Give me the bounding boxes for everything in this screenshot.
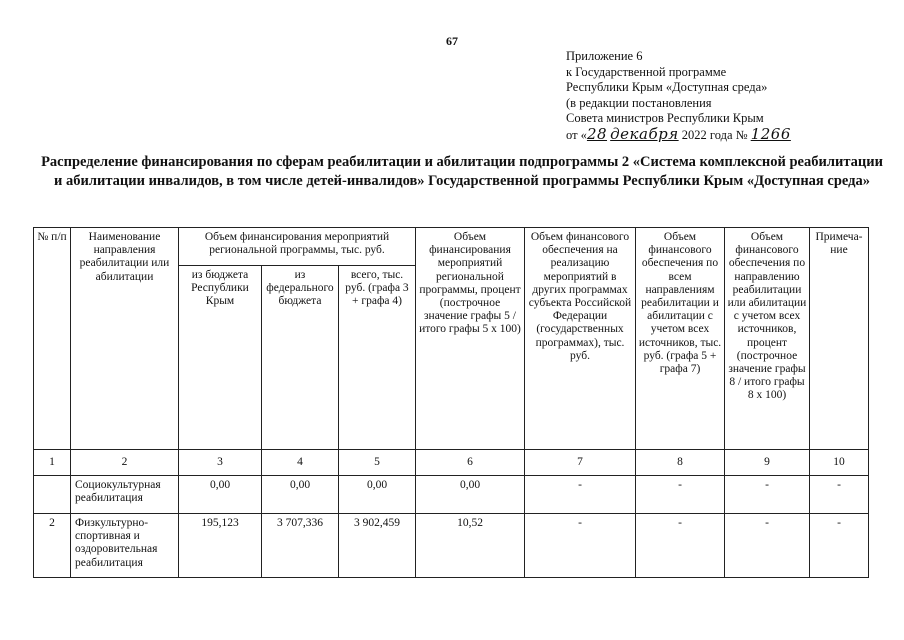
table-cell: - [725,476,810,514]
column-number: 5 [339,450,416,476]
rehabilitation-area: Физкультурно-спортивная и оздоровительная реабилитация [71,514,179,578]
table-cell: 0,00 [339,476,416,514]
table-cell: 3 902,459 [339,514,416,578]
table-cell: - [636,514,725,578]
table-cell: 0,00 [416,476,525,514]
header-cell: Объем финансового обеспечения по направлению реабилитации или абилитации с учетом всех источников, процент (построчное значение графы 8 / итого графы 8 x 100) [725,228,810,450]
handwritten-month: декабря [610,124,679,143]
appendix-line: Совета министров Республики Крым [566,111,764,126]
column-number: 8 [636,450,725,476]
document-title: Распределение финансирования по сферам реабилитации и абилитации подпрограммы 2 «Система комплексной реабилитации и абилитации инвалидов, в том числе детей-инвалидов» Государственной программы Республики Крым «Доступная среда» [41,154,883,189]
table-cell: 10,52 [416,514,525,578]
table-cell: - [810,514,869,578]
header-cell: № п/п [34,228,71,450]
table-cell: - [636,476,725,514]
table-row [34,514,869,578]
appendix-block [566,49,791,144]
handwritten-number: 1266 [750,124,791,143]
header-group-cell: Объем финансирования мероприятий региональной программы, тыс. руб. [179,228,416,266]
page-number: 67 [446,34,458,48]
column-number-row [34,450,869,476]
table-cell: 0,00 [262,476,339,514]
table-cell: 3 707,336 [262,514,339,578]
row-number: 2 [34,514,71,578]
row-number [34,476,71,514]
table-cell: - [810,476,869,514]
year-text: 2022 года № [681,127,748,142]
appendix-line: Республики Крым «Доступная среда» [566,80,768,95]
table-cell: 0,00 [179,476,262,514]
appendix-line: к Государственной программе [566,64,727,79]
financing-table [33,227,869,578]
appendix-line: (в редакции постановления [566,95,712,110]
column-number: 7 [525,450,636,476]
column-number: 3 [179,450,262,476]
column-number: 6 [416,450,525,476]
table-cell: - [725,514,810,578]
appendix-line: Приложение 6 [566,49,643,63]
header-cell: Примеча-ние [810,228,869,450]
handwritten-day: 28 [586,124,608,143]
header-subcell: из федерального бюджета [262,266,339,450]
table-cell: - [525,514,636,578]
header-cell: Объем финансового обеспечения на реализацию мероприятий в других программах субъекта Российской Федерации (государственных программах), тыс. руб. [525,228,636,450]
header-row [34,228,869,266]
rehabilitation-area: Социокультурная реабилитация [71,476,179,514]
column-number: 2 [71,450,179,476]
header-subcell: из бюджета Республики Крым [179,266,262,450]
table-row [34,476,869,514]
header-cell: Объем финансирования мероприятий региональной программы, процент (построчное значение графы 5 / итого графы 5 x 100) [416,228,525,450]
column-number: 10 [810,450,869,476]
column-number: 4 [262,450,339,476]
header-cell: Наименование направления реабилитации или абилитации [71,228,179,450]
appendix-date-line [566,124,791,144]
column-number: 9 [725,450,810,476]
table-cell: - [525,476,636,514]
header-subcell: всего, тыс. руб. (графа 3 + графа 4) [339,266,416,450]
table-cell: 195,123 [179,514,262,578]
header-cell: Объем финансового обеспечения по всем направлениям реабилитации и абилитации с учетом всех источников, тыс. руб. (графа 5 + графа 7) [636,228,725,450]
column-number: 1 [34,450,71,476]
date-prefix: от « [566,127,587,142]
